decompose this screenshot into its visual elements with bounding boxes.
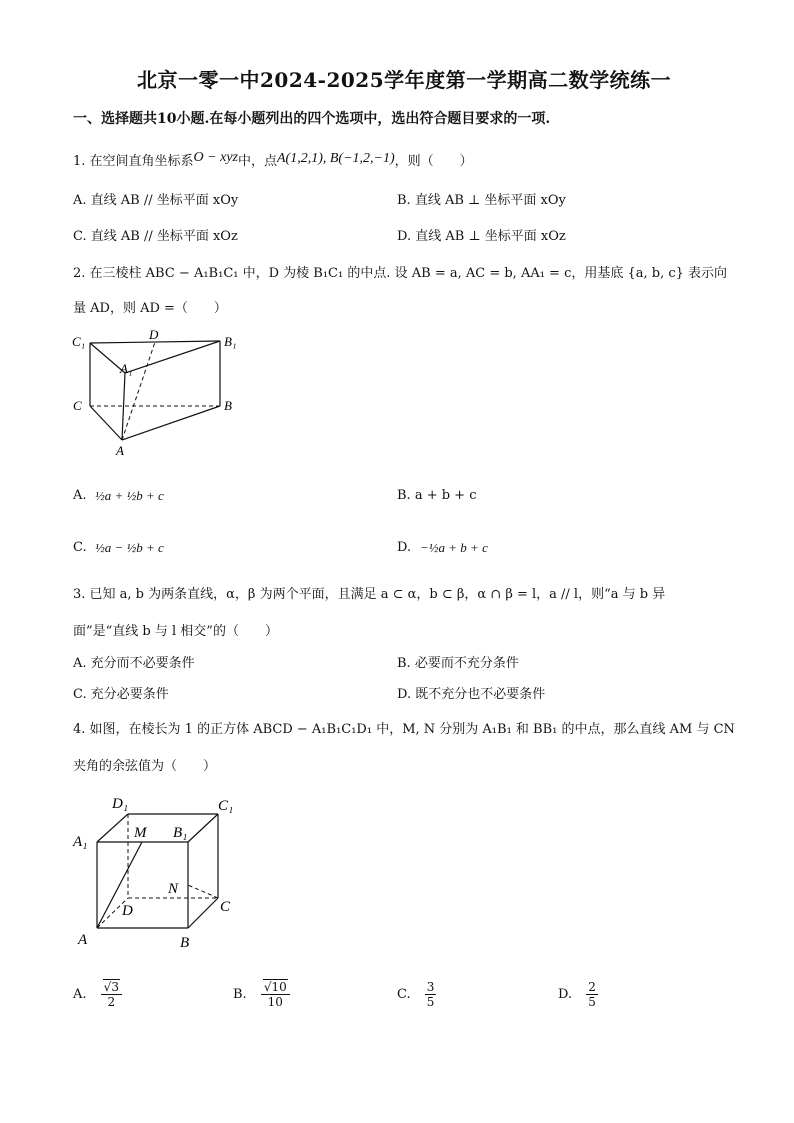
q1-option-d[interactable]: D. 直线 AB ⊥ 坐标平面 xOz [397,229,566,244]
question-3-line-1: 3. 已知 a, b 为两条直线，α，β 为两个平面，且满足 a ⊂ α，b ⊂ β，α ∩ β = l，a // l，则“a 与 b 异 [73,587,666,602]
q4-option-d-fraction [586,980,598,1009]
q4-option-d-label: D. [558,987,573,1002]
cube-figure [70,790,250,955]
triangular-prism-figure [70,322,250,462]
q4-option-b-den: 10 [267,995,283,1009]
question-4-line-1: 4. 如图，在棱长为 1 的正方体 ABCD − A₁B₁C₁D₁ 中，M, N 分别为 A₁B₁ 和 BB₁ 的中点，那么直线 AM 与 CN [73,722,735,737]
q3-option-c[interactable]: C. 充分必要条件 [73,687,169,702]
q2-option-c[interactable]: ½a − ½b + c [95,540,164,555]
label-c1: C₁ [218,798,234,814]
question-2-line-2: 量 AD，则 AD =（ ） [73,301,227,316]
q4-option-a[interactable] [73,980,122,1009]
label-c: C [220,899,231,915]
q4-option-c-label: C. [397,987,411,1002]
section-heading: 一、选择题共10小题.在每小题列出的四个选项中，选出符合题目要求的一项. [73,111,551,127]
q4-option-a-den: 2 [107,995,116,1009]
label-b1: B₁ [224,334,237,349]
label-d1: D₁ [112,796,129,812]
label-b: B [180,935,190,951]
q4-option-d[interactable] [558,980,598,1009]
label-a: A [116,443,124,458]
q4-option-d-num: 2 [588,980,596,994]
label-a1: A₁ [73,834,88,850]
q1-mid: 中，点 [237,154,277,169]
q2-option-a[interactable]: ½a + ½b + c [95,488,164,503]
q4-option-b-num: √10 [263,980,287,994]
label-c1: C₁ [72,334,86,349]
q4-option-b-label: B. [233,987,247,1002]
label-d: D [122,903,133,919]
question-3-line-2: 面”是“直线 b 与 l 相交”的（ ） [73,624,278,639]
question-4-line-2: 夹角的余弦值为（ ） [73,759,217,774]
q4-option-b[interactable] [233,980,290,1009]
q4-option-d-den: 5 [588,995,596,1009]
q1-system: O − xyz [193,150,238,165]
q3-option-a[interactable]: A. 充分而不必要条件 [73,656,195,671]
question-2-line-1: 2. 在三棱柱 ABC − A₁B₁C₁ 中，D 为棱 B₁C₁ 的中点. 设 AB = a, AC = b, AA₁ = c，用基底 {a, b, c} 表示向 [73,266,728,281]
q1-option-a[interactable]: A. 直线 AB // 坐标平面 xOy [73,193,239,208]
label-a1: A₁ [120,361,133,376]
q4-option-c[interactable] [397,980,436,1009]
q2-option-d[interactable]: −½a + b + c [420,540,488,555]
q1-tail: ，则（ ） [394,154,473,169]
q4-option-c-fraction [425,980,437,1009]
q4-option-a-fraction [101,980,122,1009]
question-1-stem [73,150,473,169]
q4-option-c-den: 5 [426,995,435,1009]
q2-option-c-label[interactable]: C. [73,540,87,555]
q1-points: A(1,2,1), B(−1,2,−1) [277,151,395,166]
q2-option-d-label[interactable]: D. [397,540,412,555]
label-m: M [134,825,147,841]
label-n: N [168,881,179,897]
label-b1: B₁ [173,825,188,841]
q1-stem-text: 1. 在空间直角坐标系 [73,154,194,169]
q3-option-b[interactable]: B. 必要而不充分条件 [397,656,519,671]
q1-option-b[interactable]: B. 直线 AB ⊥ 坐标平面 xOy [397,193,566,208]
q3-option-d[interactable]: D. 既不充分也不必要条件 [397,687,546,702]
q2-option-b[interactable]: B. a + b + c [397,488,477,503]
label-b: B [224,398,232,413]
label-a: A [78,932,88,948]
q4-option-a-num: √3 [103,980,119,994]
q4-option-c-num: 3 [426,980,435,994]
q2-option-a-label[interactable]: A. [73,488,87,503]
q4-option-b-fraction [261,980,290,1009]
label-c: C [73,398,82,413]
label-d: D [149,327,159,342]
q4-option-a-label: A. [73,987,87,1002]
page-title: 北京一零一中2024-2025学年度第一学期高二数学统练一 [137,68,672,92]
q1-option-c[interactable]: C. 直线 AB // 坐标平面 xOz [73,229,238,244]
